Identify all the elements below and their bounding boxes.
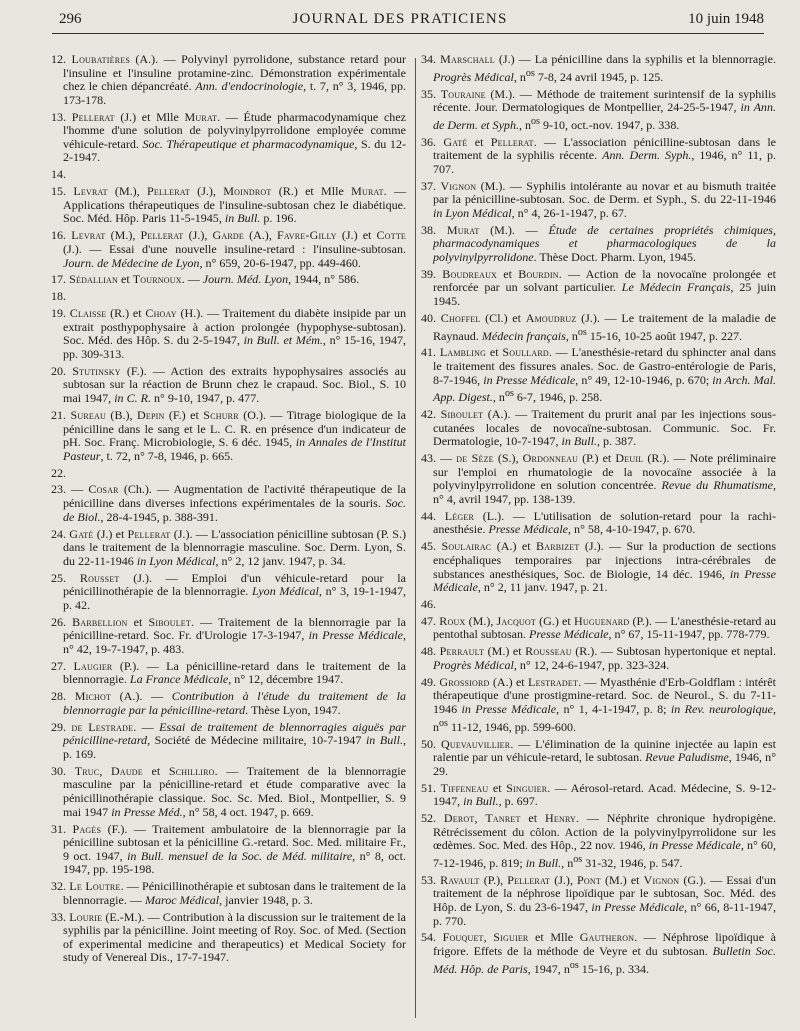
reference-entry: [51, 185, 406, 226]
reference-text: Levrat (M.), Pellerat (J.), Garde (A.), Favre-Gilly (J.) et Cotte (J.). — Essai d'une nouvelle insuline-retard : l'insuline-subtosan. Journ. de Médecine de Lyon, n° 659, 20-6-1947, pp. 449-460.: [63, 228, 406, 270]
reference-number: 48.: [421, 644, 437, 659]
reference-number: 45.: [421, 539, 437, 554]
reference-text: — Cosar (Ch.). — Augmentation de l'activité thérapeutique de la pénicilline dans diverses infections expérimentales de la souris. Soc. de Biol., 28-4-1945, p. 388-391.: [63, 482, 406, 524]
reference-entry: [51, 409, 406, 463]
reference-text: Barbellion et Siboulet. — Traitement de la blennorragie par la pénicilline-retard. Soc. Fr. d'Urologie 17-3-1947, in Presse Médicale, n° 42, 19-7-1947, p. 483.: [63, 614, 406, 656]
reference-entry: [421, 408, 776, 449]
page-number: 296: [59, 11, 82, 27]
reference-number: 27.: [51, 658, 67, 673]
reference-text: Gaté (J.) et Pellerat (J.). — L'association pénicilline subtosan (P. S.) dans le traitement de la blennorragie masculine. Soc. Derm. Lyon, S. du 22-11-1946 in Lyon Médical, n° 2, 12 janv. 1947, p. 34.: [63, 526, 407, 568]
reference-entry: [51, 53, 406, 107]
reference-entry: [51, 111, 406, 165]
reference-entry: [421, 874, 776, 928]
reference-entry: [51, 572, 406, 613]
reference-text: Claisse (R.) et Choay (H.). — Traitement du diabète insipide par un extrait posthypophysaire à action prolongée (hypophyse-subtosan). Soc. Méd. des Hôp. S. du 2-5-1947, in Bull. et Mém., n° 15-16, 1947, pp. 309-313.: [63, 306, 406, 361]
reference-entry: [421, 180, 776, 221]
reference-text: Roux (M.), Jacquot (G.) et Huguenard (P.). — L'anesthésie-retard au pentothal subtosan. Presse Médicale, n° 67, 15-11-1947, pp. 778-779.: [433, 613, 776, 642]
column-divider: [415, 58, 416, 1018]
reference-entry: [421, 598, 776, 612]
reference-entry: [51, 823, 406, 877]
reference-entry: [421, 346, 776, 404]
reference-text: Pagès (F.). — Traitement ambulatoire de la blennorragie par la pénicilline subtosan et la pénicilline G.-retard. Soc. Med. militaire Fr., 9 oct. 1947, in Bull. mensuel de la Soc. de Méd. militaire, n° 8, oct. 1947, pp. 195-198.: [63, 821, 406, 877]
reference-number: 20.: [51, 363, 67, 378]
reference-text: Léger (L.). — L'utilisation de solution-retard pour la rachi-anesthésie. Presse Médicale, n° 58, 4-10-1947, p. 670.: [433, 508, 777, 537]
reference-number: 43.: [421, 451, 437, 466]
reference-number: 12.: [51, 52, 67, 66]
reference-text: Murat (M.). — Étude de certaines propriétés chimiques, pharmacodynamiques et pharmacologiques de la polyvinylpyrrolidone. Thèse Doct. Pharm. Lyon, 1945.: [433, 222, 777, 264]
reference-number: 39.: [421, 266, 437, 281]
reference-text: Boudreaux et Bourdin. — Action de la novocaïne prolongée et renforcée par un solvant particulier. Le Médecin Français, 25 juin 1945.: [433, 266, 777, 309]
reference-number: 26.: [51, 614, 67, 629]
reference-number: 24.: [51, 526, 67, 541]
journal-title: JOURNAL DES PRATICIENS: [292, 11, 508, 27]
reference-entry: [51, 911, 406, 965]
reference-text: Tiffeneau et Singuier. — Aérosol-retard. Acad. Médecine, S. 9-12-1947, in Bull., p. 697.: [433, 780, 776, 809]
reference-entry: [421, 738, 776, 779]
reference-number: 49.: [421, 674, 437, 689]
reference-number: 51.: [421, 780, 437, 795]
reference-number: 18.: [51, 289, 67, 304]
reference-number: 46.: [421, 597, 437, 611]
reference-text: Rousset (J.). — Emploi d'un véhicule-retard pour la pénicillinothérapie de la blennorragie. Lyon Médical, n° 3, 19-1-1947, p. 42.: [63, 570, 406, 612]
reference-entry: [51, 528, 406, 569]
reference-entry: [421, 312, 776, 343]
page-header: [0, 0, 800, 34]
reference-entry: [421, 540, 776, 594]
reference-entry: [51, 616, 406, 657]
reference-text: Perrault (M.) et Rousseau (R.). — Subtosan hypertonique et neptal. Progrès Médical, n° 12, 24-6-1947, pp. 323-324.: [433, 644, 776, 672]
reference-entry: [51, 290, 406, 304]
reference-number: 53.: [421, 872, 437, 887]
reference-entry: [421, 931, 776, 976]
reference-text: Touraine (M.). — Méthode de traitement surintensif de la syphilis récente. Jour. Dermatologiques de Montpellier, 24-25-5-1947, in Ann. de Derm. et Syph., $n^{os}$ 9-10, oct.-nov. 1947, p. 338.: [433, 86, 776, 132]
reference-number: 37.: [421, 178, 437, 193]
reference-number: 34.: [421, 52, 437, 66]
reference-entry: [421, 615, 776, 642]
reference-entry: [421, 136, 776, 177]
reference-text: Derot, Tanret et Henry. — Néphrite chronique hydropigène. Rétrécissement du côlon. Action de la polyvinylpyrrolidone sur les œdèmes. Soc. Med. des Hôp., 22 nov. 1946, in Presse Médicale, n° 60, 7-12-1946, p. 819; in Bull., $n^{os}$ 31-32, 1946, p. 547.: [433, 811, 777, 870]
reference-text: Truc, Daude et Schilliro. — Traitement de la blennorragie masculine par la pénicilline-retard et étude comparative avec la pénicillinothérapie classique. Soc. Sc. Med. Biol., Montpellier, S. 9 mai 1947 in Presse Méd., n° 58, 4 oct. 1947, p. 669.: [63, 763, 407, 819]
reference-entry: [51, 660, 406, 687]
reference-text: Choffel (Cl.) et Amoudruz (J.). — Le traitement de la maladie de Raynaud. Médecin français, $n^{os}$ 15-16, 10-25 août 1947, p. 227.: [433, 310, 777, 343]
reference-number: 50.: [421, 736, 437, 751]
reference-entry: [421, 645, 776, 672]
reference-number: 38.: [421, 222, 437, 237]
reference-number: 36.: [421, 134, 437, 149]
reference-entry: [421, 812, 776, 870]
reference-number: 29.: [51, 719, 67, 734]
reference-number: 17.: [51, 272, 67, 287]
reference-number: 42.: [421, 407, 437, 422]
reference-entry: [51, 229, 406, 270]
reference-entry: [51, 307, 406, 361]
reference-number: 40.: [421, 310, 437, 325]
reference-entry: [51, 765, 406, 819]
left-column: [51, 53, 406, 968]
reference-number: 19.: [51, 306, 67, 321]
reference-number: 41.: [421, 345, 437, 360]
reference-entry: [421, 88, 776, 133]
reference-number: 22.: [51, 465, 67, 480]
reference-text: Quevauvillier. — L'élimination de la quinine injectée au lapin est ralentie par un véhicule-retard, le subtosan. Revue Paludisme, 1946, n° 29.: [433, 736, 777, 778]
reference-number: 33.: [51, 909, 67, 924]
reference-text: Sureau (B.), Depin (F.) et Schurr (O.). — Titrage biologique de la pénicilline dans le sang et le L. C. R. en présence d'un indicateur de pH. Soc. Franç. Microbiologie, S. 6 déc. 1945, in Annales de l'Institut Pasteur, t. 72, n° 7-8, 1946, p. 665.: [63, 407, 407, 463]
reference-text: Le Loutre. — Pénicillinothérapie et subtosan dans le traitement de la blennorragie. — Maroc Médical, janvier 1948, p. 3.: [63, 879, 406, 907]
reference-text: Fouquet, Siguier et Mlle Gautheron. — Néphrose lipoïdique à frigore. Effets de la méthode de Veyre et du subtosan. Bulletin Soc. Méd. Hôp. de Paris, 1947, $n^{os}$ 15-16, p. 334.: [433, 930, 776, 976]
reference-text: Lourie (E.-M.). — Contribution à la discussion sur le traitement de la syphilis par la pénicilline. Joint meeting of Roy. Soc. of Med. (Section of experimental medicine and therapeutics) et Medical Society for study of Venereal Dis., 17-7-1947.: [63, 909, 406, 965]
reference-number: 14.: [51, 167, 67, 182]
reference-text: — de Sèze (S.), Ordonneau (P.) et Deuil (R.). — Note préliminaire sur l'emploi en rhumatologie de la novocaïne associée à la polyvinylpyrrolidone en solution concentrée. Revue du Rhumatisme, n° 4, avril 1947, pp. 138-139.: [433, 451, 776, 506]
reference-text: Laugier (P.). — La pénicilline-retard dans le traitement de la blennorragie. La France Médicale, n° 12, décembre 1947.: [63, 658, 407, 687]
reference-number: 21.: [51, 407, 67, 422]
reference-entry: [421, 224, 776, 265]
reference-entry: [421, 53, 776, 84]
reference-entry: [421, 452, 776, 506]
reference-text: Siboulet (A.). — Traitement du prurit anal par les injections sous-cutanées locales de novocaïne-subtosan. Communic. Soc. Fr. Dermatologie, 10-7-1947, in Bull., p. 387.: [433, 407, 776, 449]
reference-entry: [51, 880, 406, 907]
reference-text: Michot (A.). — Contribution à l'étude du traitement de la blennorragie par la pénicilline-retard. Thèse Lyon, 1947.: [63, 689, 406, 717]
reference-entry: [421, 676, 776, 734]
reference-number: 15.: [51, 184, 67, 199]
reference-number: 28.: [51, 689, 67, 704]
reference-number: 32.: [51, 879, 67, 894]
reference-number: 23.: [51, 482, 67, 497]
reference-entry: [421, 268, 776, 309]
reference-text: Grossiord (A.) et Lestradet. — Myasthénie d'Erb-Goldflam : intérêt thérapeutique d'une prostigmine-retard. Soc. de Neurol., S. du 7-11-1946 in Presse Médicale, n° 1, 4-1-1947, p. 8; in Rev. neurologique, $n^{os}$ 11-12, 1946, pp. 599-600.: [433, 674, 776, 734]
reference-text: Sédallian et Tournoux. — Journ. Méd. Lyon, 1944, n° 586.: [69, 272, 360, 287]
reference-entry: [421, 510, 776, 537]
header-rule: [52, 33, 764, 34]
reference-text: Lambling et Soullard. — L'anesthésie-retard du sphincter anal dans le traitement des fissures anales. Soc. de Gastro-entérologie de Paris, 8-7-1946, in Presse Médicale, n° 49, 12-10-1946, p. 670; in Arch. Mal. App. Digest., $n^{os}$ 6-7, 1946, p. 258.: [433, 345, 776, 405]
reference-number: 13.: [51, 109, 67, 124]
right-column: [421, 53, 776, 980]
reference-text: Loubatières (A.). — Polyvinyl pyrrolidone, substance retard pour l'insuline et l'insuline protamine-zinc. Démonstration expérimentale chez le chien dépancréaté. Ann. d'endocrinologie, t. 7, n° 3, 1946, pp. 173-178.: [63, 52, 406, 107]
reference-entry: [51, 721, 406, 762]
reference-number: 30.: [51, 763, 67, 778]
reference-text: Stutinsky (F.). — Action des extraits hypophysaires associés au subtosan sur la réaction de Brunn chez le crapaud. Soc. Biol., S. 10 mai 1947, in C. R. n° 9-10, 1947, p. 477.: [63, 363, 406, 406]
reference-entry: [51, 273, 406, 287]
issue-date: 10 juin 1948: [688, 11, 764, 27]
reference-number: 44.: [421, 508, 437, 523]
reference-number: 25.: [51, 570, 67, 585]
reference-text: Levrat (M.), Pellerat (J.), Moindrot (R.) et Mlle Murat. — Applications thérapeutiques de l'insuline-subtosan chez le diabétique. Soc. Méd. Hôp. Paris 11-5-1945, in Bull. p. 196.: [63, 184, 406, 226]
reference-text: de Lestrade. — Essai de traitement de blennorragies aiguës par pénicilline-retard, Société de Médecine militaire, 10-7-1947 in Bull., p. 169.: [63, 719, 406, 761]
reference-text: Soulairac (A.) et Barbizet (J.). — Sur la production de sections encéphaliques temporaires par injections intra-cérébrales de substances anesthésiques, Soc. de Biologie, 14 déc. 1946, in Presse Médicale, n° 2, 11 janv. 1947, p. 21.: [433, 539, 777, 595]
reference-entry: [51, 467, 406, 481]
reference-number: 35.: [421, 86, 437, 101]
reference-text: Vignon (M.). — Syphilis intolérante au novar et au bismuth traitée par la pénicilline-subtosan. Soc. de Derm. et Syph., S. du 22-11-1946 in Lyon Médical, n° 4, 26-1-1947, p. 67.: [433, 178, 777, 220]
reference-entry: [51, 365, 406, 406]
reference-number: 54.: [421, 930, 437, 945]
reference-text: Pellerat (J.) et Mlle Murat. — Étude pharmacodynamique chez l'homme d'une solution de polyvinylpyrrolidone employée comme véhicule-retard. Soc. Thérapeutique et pharmacodynamique, S. du 12-2-1947.: [63, 109, 407, 165]
reference-text: Marschall (J.) — La pénicilline dans la syphilis et la blennorragie. Progrès Médical, $n^{os}$ 7-8, 24 avril 1945, p. 125.: [433, 52, 776, 84]
reference-number: 52.: [421, 811, 437, 826]
reference-entry: [51, 690, 406, 717]
reference-number: 31.: [51, 821, 67, 836]
reference-entry: [51, 168, 406, 182]
reference-number: 47.: [421, 613, 437, 628]
reference-entry: [51, 483, 406, 524]
reference-number: 16.: [51, 228, 67, 243]
reference-entry: [421, 782, 776, 809]
reference-text: Gaté et Pellerat. — L'association pénicilline-subtosan dans le traitement de la syphilis récente. Ann. Derm. Syph., 1946, n° 11, p. 707.: [433, 134, 777, 176]
reference-text: Ravault (P.), Pellerat (J.), Pont (M.) et Vignon (G.). — Essai d'un traitement de la néphrose lipoïdique par le subtosan, Soc. Méd. des Hôp. de Lyon, S. du 23-6-1947, in Presse Médicale, n° 66, 8-11-1947, p. 770.: [433, 872, 776, 928]
